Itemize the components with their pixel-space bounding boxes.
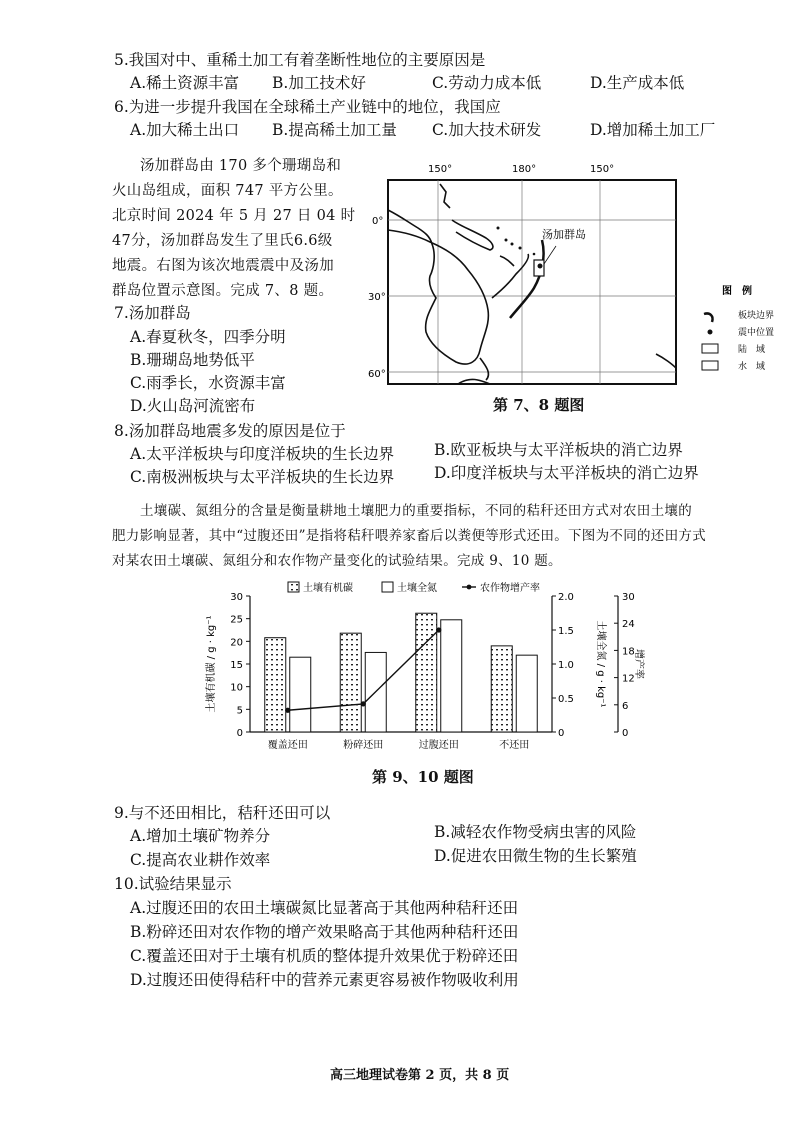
tonga-passage-line-4: 47分，汤加群岛发生了里氏6.6级 [112, 233, 333, 249]
legend-epicenter-icon [708, 330, 713, 335]
point-yield-increase [361, 701, 366, 706]
bar-soil-organic-carbon [416, 613, 437, 732]
q8-option-a[interactable]: A.太平洋板块与印度洋板块的生长边界 [130, 445, 395, 463]
tonga-passage-line-3: 北京时间 2024 年 5 月 27 日 04 时 [112, 208, 356, 224]
right-axis-2-label: 增产率 [633, 649, 644, 679]
question-6-stem: 6.为进一步提升我国在全球稀土产业链中的地位，我国应 [114, 98, 501, 116]
q10-option-d[interactable]: D.过腹还田使得秸秆中的营养元素更容易被作物吸收利用 [130, 971, 519, 989]
right-axis-2-tick-label: 12 [622, 673, 635, 685]
legend-nitrogen-swatch [382, 582, 393, 592]
right-axis-1-tick-label: 1.0 [558, 660, 574, 671]
q8-option-c[interactable]: C.南极洲板块与太平洋板块的生长边界 [130, 468, 395, 486]
map-caption: 第 7、8 题图 [493, 396, 585, 414]
question-8-stem: 8.汤加群岛地震多发的原因是位于 [114, 422, 346, 440]
legend-nitrogen-label: 土壤全氮 [397, 583, 437, 594]
map-legend-item-2: 震中位置 [738, 328, 775, 338]
tonga-passage-line-1: 汤加群岛由 170 多个珊瑚岛和 [140, 158, 342, 174]
right-axis-1-label: 土壤全氮 / g · kg⁻¹ [595, 620, 606, 708]
map-lat-label-3: 60° [368, 369, 386, 380]
right-axis-2-tick-label: 30 [622, 592, 635, 603]
q9-option-b[interactable]: B.减轻农作物受病虫害的风险 [434, 823, 637, 841]
question-5-stem: 5.我国对中、重稀土加工有着垄断性地位的主要原因是 [114, 51, 486, 69]
left-axis-tick-label: 20 [230, 637, 243, 649]
q8-option-d[interactable]: D.印度洋板块与太平洋板块的消亡边界 [434, 464, 699, 482]
left-axis-tick-label: 15 [230, 660, 243, 671]
bar-soil-organic-carbon [265, 638, 286, 732]
question-9-stem: 9.与不还田相比，秸秆还田可以 [114, 804, 331, 822]
map-legend-item-4: 水 域 [738, 362, 766, 372]
q5-option-c[interactable]: C.劳动力成本低 [432, 74, 542, 92]
q6-option-b[interactable]: B.提高稀土加工量 [272, 121, 397, 139]
map-legend-item-1: 板块边界 [738, 311, 775, 321]
legend-yield-marker [467, 585, 472, 590]
left-axis-tick-label: 10 [230, 682, 243, 694]
map-legend-item-3: 陆 域 [738, 345, 766, 355]
right-axis-1-tick-label: 0.5 [558, 694, 574, 705]
soil-passage-line-1: 土壤碳、氮组分的含量是衡量耕地土壤肥力的重要指标，不同的秸秆还田方式对农田土壤的 [140, 503, 692, 519]
question-7-stem: 7.汤加群岛 [114, 304, 191, 322]
x-category-label: 不还田 [499, 740, 530, 751]
q10-option-a[interactable]: A.过腹还田的农田土壤碳氮比显著高于其他两种秸秆还田 [130, 899, 519, 917]
right-axis-2-tick-label: 0 [622, 728, 629, 739]
map-lon-label-3: 150° [590, 164, 615, 175]
q5-option-a[interactable]: A.稀土资源丰富 [130, 74, 240, 92]
chart-caption: 第 9、10 题图 [372, 768, 474, 786]
point-yield-increase [436, 627, 441, 632]
soil-passage-line-3: 对某农田土壤碳、氮组分和农作物产量变化的试验结果。完成 9、10 题。 [112, 553, 562, 569]
q6-option-a[interactable]: A.加大稀土出口 [130, 121, 240, 139]
map-lon-label-1: 150° [428, 164, 453, 175]
x-category-label: 过腹还田 [418, 740, 459, 751]
q9-option-a[interactable]: A.增加土壤矿物养分 [130, 827, 271, 845]
left-axis-tick-label: 30 [230, 592, 243, 603]
legend-carbon-label: 土壤有机碳 [303, 583, 353, 594]
bar-soil-organic-carbon [491, 646, 512, 732]
legend-land-icon [702, 344, 718, 353]
map-frame [388, 180, 676, 384]
q9-option-d[interactable]: D.促进农田微生物的生长繁殖 [434, 847, 637, 865]
map-lat-label-1: 0° [372, 216, 384, 227]
right-axis-2-tick-label: 6 [622, 700, 629, 712]
left-axis-tick-label: 0 [236, 728, 243, 739]
legend-boundary-icon [704, 313, 713, 322]
map-legend-title: 图 例 [722, 286, 752, 297]
right-axis-2-tick-label: 18 [622, 646, 635, 658]
bar-soil-total-nitrogen [516, 655, 537, 732]
right-axis-1-tick-label: 2.0 [558, 592, 574, 603]
left-axis-label: 土壤有机碳 / g · kg⁻¹ [206, 615, 217, 713]
bar-soil-organic-carbon [340, 633, 361, 732]
map-place-label: 汤加群岛 [542, 228, 586, 241]
map-lat-label-2: 30° [368, 292, 386, 303]
q7-option-a[interactable]: A.春夏秋冬，四季分明 [130, 328, 286, 346]
left-axis-tick-label: 25 [230, 614, 243, 626]
q9-option-c[interactable]: C.提高农业耕作效率 [130, 851, 271, 869]
q8-option-b[interactable]: B.欧亚板块与太平洋板块的消亡边界 [434, 441, 683, 459]
right-axis-1-tick-label: 0 [558, 728, 565, 739]
q10-option-c[interactable]: C.覆盖还田对于土壤有机质的整体提升效果优于粉碎还田 [130, 947, 519, 965]
bar-soil-total-nitrogen [290, 657, 311, 732]
q6-option-c[interactable]: C.加大技术研发 [432, 121, 542, 139]
q7-option-b[interactable]: B.珊瑚岛地势低平 [130, 351, 255, 369]
soil-passage-line-2: 肥力影响显著，其中“过腹还田”是指将秸秆喂养家畜后以粪便等形式还田。下图为不同的还田方式 [112, 528, 707, 544]
tonga-passage-line-6: 群岛位置示意图。完成 7、8 题。 [112, 283, 334, 299]
q7-option-d[interactable]: D.火山岛河流密布 [130, 397, 256, 415]
legend-yield-label: 农作物增产率 [480, 583, 540, 594]
x-category-label: 粉碎还田 [343, 740, 384, 751]
q10-option-b[interactable]: B.粉碎还田对农作物的增产效果略高于其他两种秸秆还田 [130, 923, 519, 941]
legend-water-icon [702, 361, 718, 370]
question-10-stem: 10.试验结果显示 [114, 875, 232, 893]
page-footer: 高三地理试卷第 2 页，共 8 页 [330, 1068, 510, 1083]
x-category-label: 覆盖还田 [267, 740, 308, 751]
left-axis-tick-label: 5 [236, 705, 243, 717]
epicenter-marker [538, 264, 543, 269]
q5-option-d[interactable]: D.生产成本低 [590, 74, 685, 92]
tonga-passage-line-2: 火山岛组成，面积 747 平方公里。 [112, 183, 343, 199]
tonga-passage-line-5: 地震。右图为该次地震震中及汤加 [112, 258, 334, 274]
q6-option-d[interactable]: D.增加稀土加工厂 [590, 121, 716, 139]
legend-carbon-swatch [288, 582, 299, 592]
tonga-map [360, 158, 794, 394]
map-lon-label-2: 180° [512, 164, 537, 175]
straw-return-chart [200, 578, 644, 766]
point-yield-increase [285, 708, 290, 713]
q5-option-b[interactable]: B.加工技术好 [272, 74, 366, 92]
right-axis-1-tick-label: 1.5 [558, 626, 574, 637]
bar-soil-total-nitrogen [441, 620, 462, 732]
right-axis-2-tick-label: 24 [622, 619, 635, 631]
q7-option-c[interactable]: C.雨季长，水资源丰富 [130, 374, 286, 392]
